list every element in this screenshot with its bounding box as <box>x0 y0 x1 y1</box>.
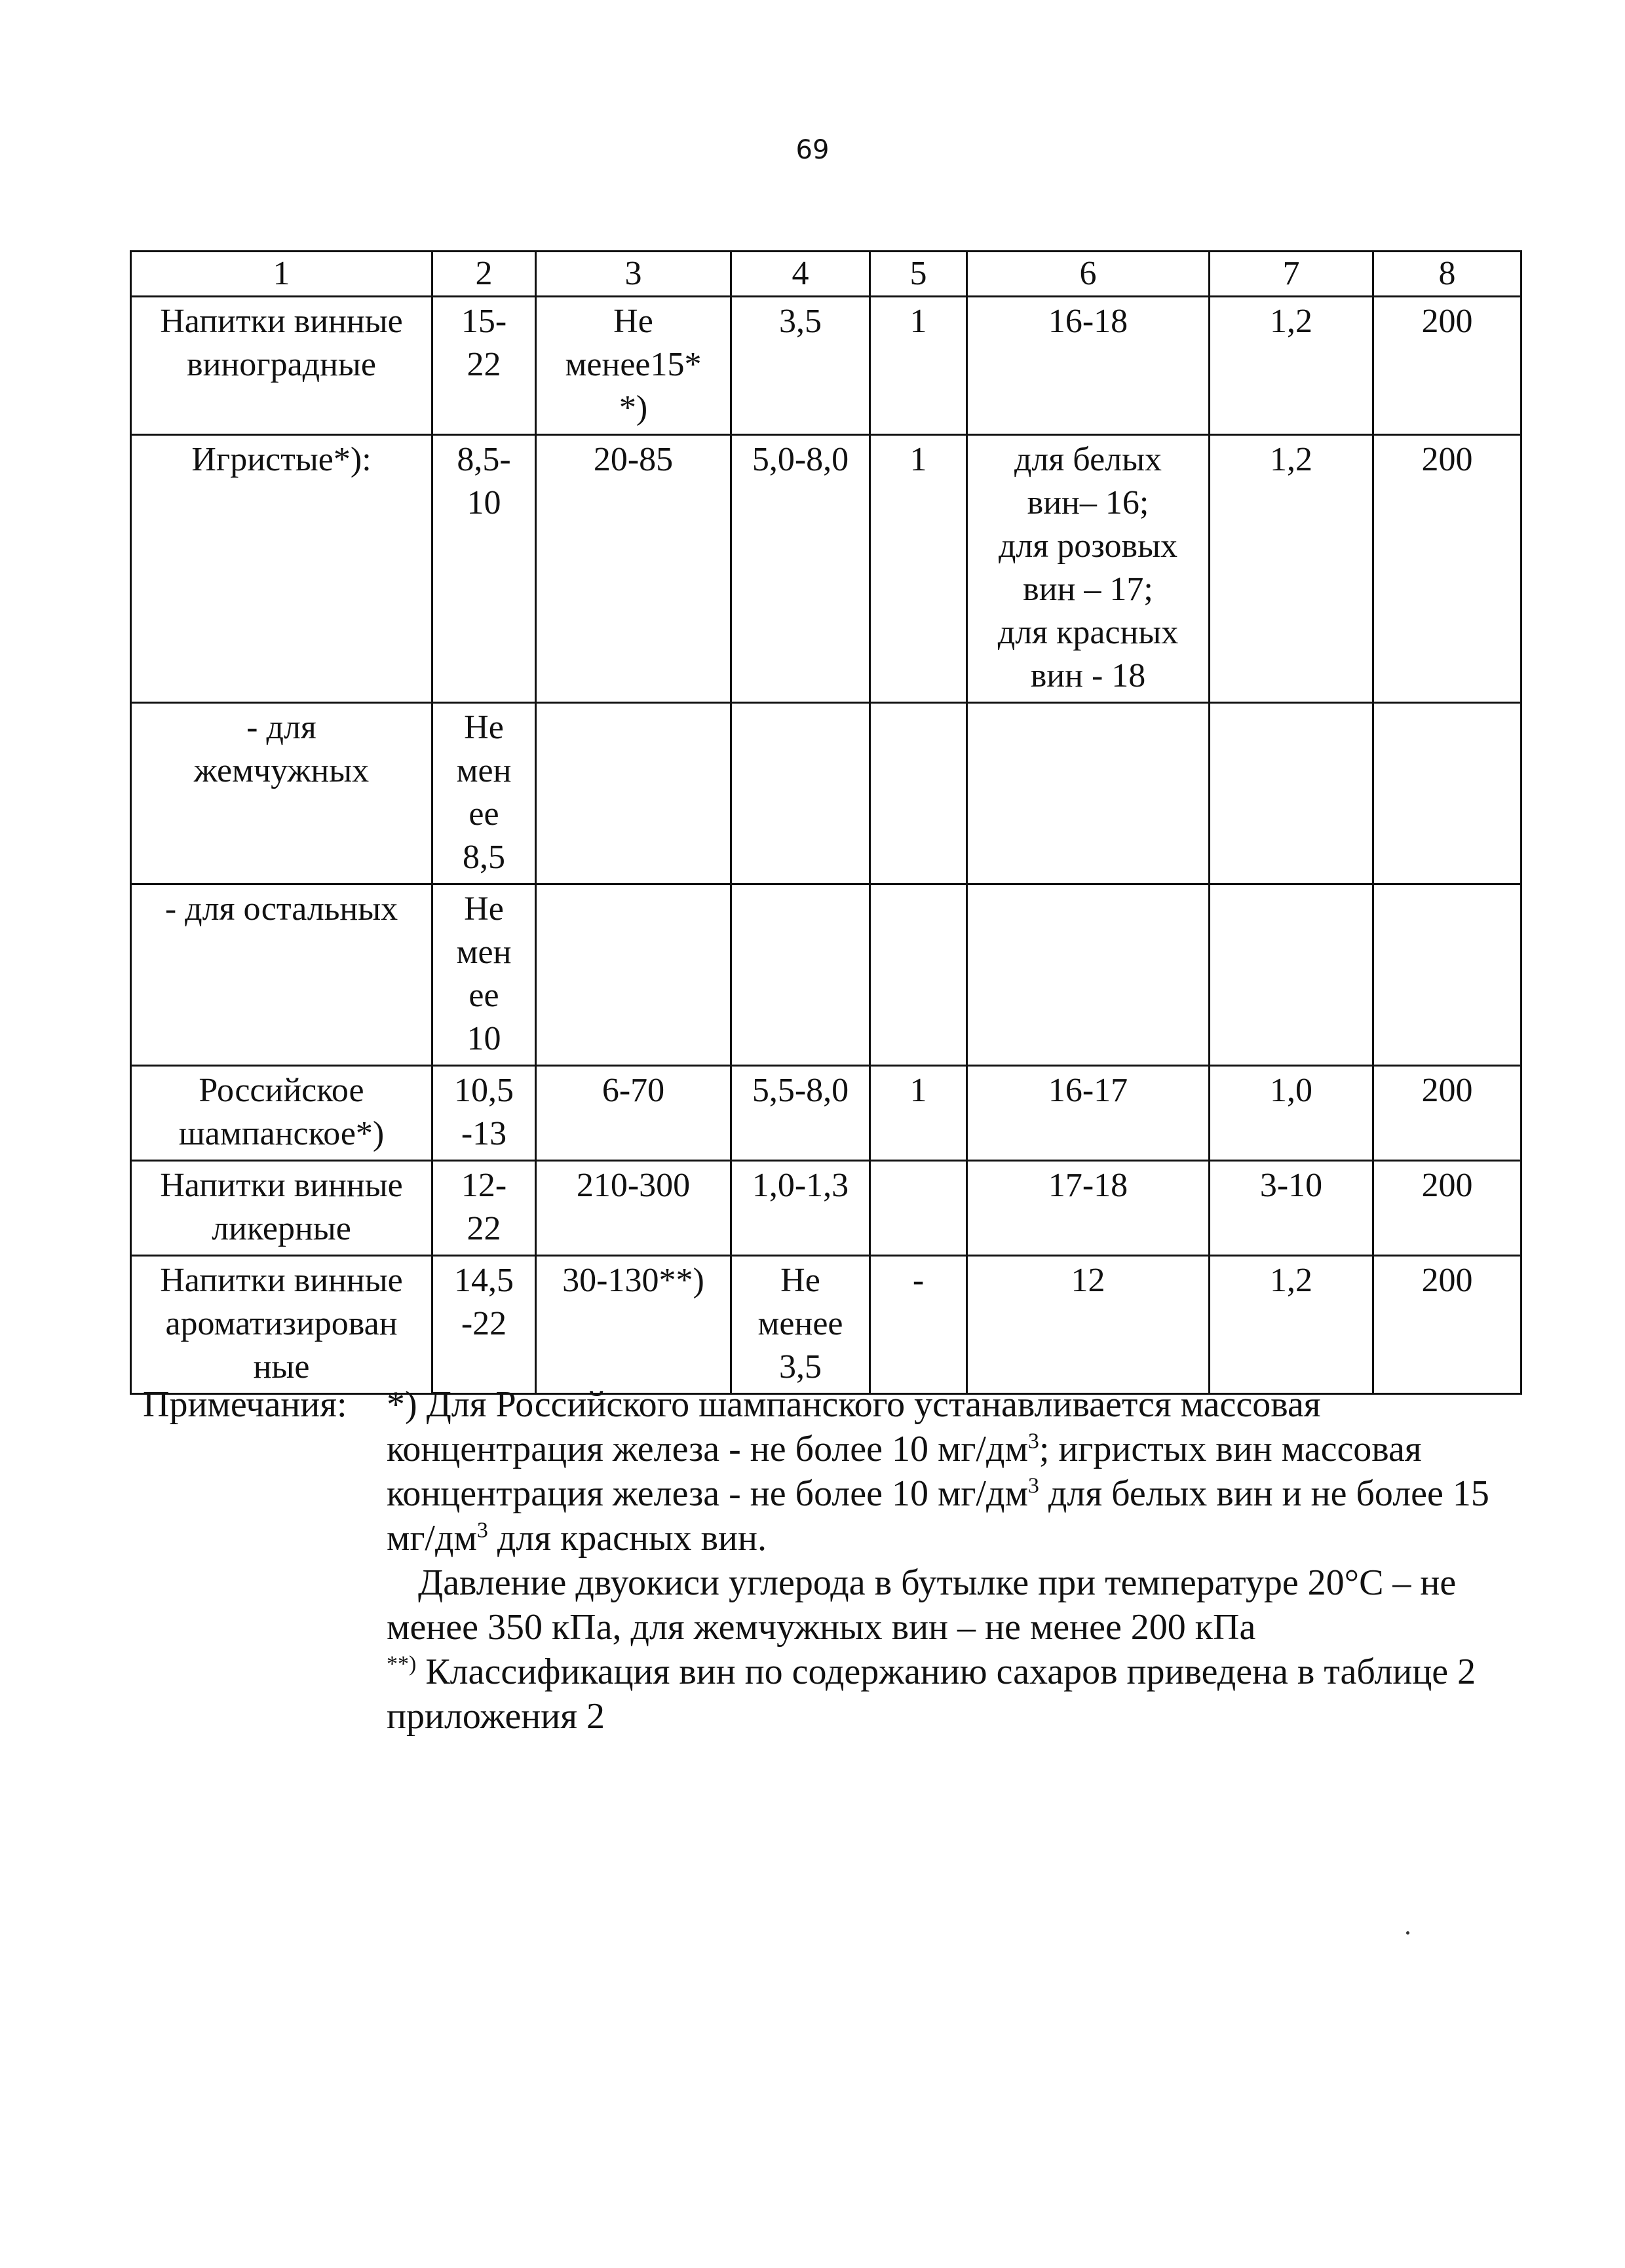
cell-text-line: вин– 16; <box>1027 484 1149 521</box>
cell-text-line: 1 <box>909 1072 927 1109</box>
table-cell-col-7 <box>1210 435 1373 703</box>
table-cell-col-8 <box>1373 297 1521 435</box>
cell-text-line: 8,5- <box>457 441 511 478</box>
cell-text-line: 22 <box>467 1210 501 1247</box>
cell-text-line: 6-70 <box>602 1072 665 1109</box>
table-cell-col-7 <box>1210 703 1373 884</box>
cell-text-line: 10 <box>467 484 501 521</box>
cell-text-line: для красных <box>997 614 1179 651</box>
cell-text-line: 20-85 <box>593 441 674 478</box>
table-cell-col-7 <box>1210 1161 1373 1256</box>
cell-text-line: 22 <box>467 346 501 383</box>
cell-text-line: - <box>912 1262 925 1299</box>
cell-text-line: 5,5-8,0 <box>752 1072 849 1109</box>
cell-text-line: Напитки винные <box>160 303 403 340</box>
table-cell-col-3 <box>536 297 731 435</box>
table-cell-col-8 <box>1373 1256 1521 1394</box>
table-row <box>131 703 1521 884</box>
column-number-4: 4 <box>731 252 870 297</box>
table-cell-col-3 <box>536 703 731 884</box>
cell-text-line: 5,0-8,0 <box>752 441 849 478</box>
cell-text-line: Российское <box>199 1072 364 1109</box>
cell-text-line: 1,2 <box>1270 1262 1312 1299</box>
table-cell-col-2 <box>432 1066 536 1161</box>
cell-text-line: виноградные <box>187 346 376 383</box>
table-cell-col-5 <box>870 1066 967 1161</box>
table-cell-col-4 <box>731 297 870 435</box>
table-cell-col-2 <box>432 1161 536 1256</box>
cell-text-line: 14,5 <box>454 1262 514 1299</box>
table-cell-col-2 <box>432 884 536 1066</box>
cell-text-line: 200 <box>1421 303 1473 340</box>
cell-text-line: 1,2 <box>1270 441 1312 478</box>
spec-table <box>130 250 1522 1395</box>
table-cell-col-5 <box>870 884 967 1066</box>
table-cell-col-7 <box>1210 1256 1373 1394</box>
cell-text-line: 10 <box>467 1020 501 1057</box>
cell-text-line: 3-10 <box>1259 1167 1323 1204</box>
column-number-1: 1 <box>131 252 432 297</box>
table-cell-col-4 <box>731 1161 870 1256</box>
table-cell-col-1 <box>131 1161 432 1256</box>
cell-text-line: 15- <box>461 303 507 340</box>
cell-text-line: ные <box>253 1348 310 1386</box>
cell-text-line: -13 <box>461 1115 507 1152</box>
cell-text-line: 10,5 <box>454 1072 514 1109</box>
superscript: 3 <box>1027 1473 1039 1498</box>
note-1 <box>387 1382 1540 1560</box>
cell-text-line: ее <box>468 795 499 833</box>
note-3 <box>387 1650 1540 1739</box>
table-cell-col-3 <box>536 1161 731 1256</box>
note-2 <box>387 1560 1540 1650</box>
cell-text-line: Не <box>464 890 504 928</box>
cell-text-line: 200 <box>1421 1167 1473 1204</box>
note-2-line-2: менее 350 кПа, для жемчужных вин – не менее 200 кПа <box>387 1607 1256 1648</box>
cell-text-line: менее <box>757 1305 843 1342</box>
table-cell-col-1 <box>131 1256 432 1394</box>
table-cell-col-7 <box>1210 1066 1373 1161</box>
table-cell-col-3 <box>536 1066 731 1161</box>
table-cell-col-6 <box>967 297 1210 435</box>
cell-text-line: 8,5 <box>463 839 505 876</box>
table-cell-col-4 <box>731 703 870 884</box>
table-row <box>131 1161 1521 1256</box>
cell-text-line: 200 <box>1421 1262 1473 1299</box>
column-number-7: 7 <box>1210 252 1373 297</box>
column-number-6: 6 <box>967 252 1210 297</box>
page-number: 69 <box>795 135 830 165</box>
notes-body <box>387 1382 1540 1739</box>
table-cell-col-4 <box>731 884 870 1066</box>
cell-text-line: шампанское*) <box>178 1115 385 1152</box>
cell-text-line: 1,2 <box>1270 303 1312 340</box>
cell-text-line: 30-130**) <box>562 1262 704 1299</box>
cell-text-line: 3,5 <box>779 1348 822 1386</box>
table-cell-col-2 <box>432 435 536 703</box>
table-cell-col-3 <box>536 435 731 703</box>
table-cell-col-6 <box>967 435 1210 703</box>
table-cell-col-1 <box>131 1066 432 1161</box>
cell-text-line: 3,5 <box>779 303 822 340</box>
note-1-line-3a: концентрация железа - не более 10 мг/дм <box>387 1473 1028 1514</box>
table-cell-col-8 <box>1373 435 1521 703</box>
superscript: 3 <box>1027 1429 1039 1454</box>
cell-text-line: 210-300 <box>576 1167 691 1204</box>
cell-text-line: 16-18 <box>1048 303 1128 340</box>
table-cell-col-2 <box>432 703 536 884</box>
table-cell-col-8 <box>1373 703 1521 884</box>
table-cell-col-6 <box>967 884 1210 1066</box>
table-cell-col-1 <box>131 703 432 884</box>
cell-text-line: Не <box>613 303 653 340</box>
cell-text-line: мен <box>456 934 512 971</box>
column-number-2: 2 <box>432 252 536 297</box>
table-cell-col-3 <box>536 1256 731 1394</box>
cell-text-line: *) <box>619 389 648 426</box>
table-row <box>131 1066 1521 1161</box>
table-cell-col-7 <box>1210 297 1373 435</box>
table-cell-col-8 <box>1373 884 1521 1066</box>
cell-text-line: мен <box>456 752 512 789</box>
cell-text-line: Не <box>464 709 504 746</box>
note-2-line-1: Давление двуокиси углерода в бутылке при температуре 20°С – не <box>418 1562 1457 1603</box>
table-cell-col-5 <box>870 435 967 703</box>
cell-text-line: 200 <box>1421 1072 1473 1109</box>
cell-text-line: для белых <box>1014 441 1162 478</box>
cell-text-line: 16-17 <box>1048 1072 1128 1109</box>
spec-table-container <box>130 250 1522 1395</box>
cell-text-line: ее <box>468 977 499 1014</box>
cell-text-line: 1 <box>909 441 927 478</box>
notes-label: Примечания: <box>143 1384 347 1425</box>
cell-text-line: 1,0-1,3 <box>752 1167 849 1204</box>
cell-text-line: жемчужных <box>193 752 370 789</box>
table-header-row <box>131 252 1521 297</box>
note-1-line-4b: для красных вин. <box>488 1518 767 1559</box>
cell-text-line: 12- <box>461 1167 507 1204</box>
cell-text-line: - для остальных <box>164 890 398 928</box>
table-row <box>131 1256 1521 1394</box>
note-1-line-1: *) Для Российского шампанского устанавливается массовая <box>387 1384 1321 1425</box>
note-3-line-2: приложения 2 <box>387 1696 605 1737</box>
table-cell-col-8 <box>1373 1066 1521 1161</box>
table-cell-col-8 <box>1373 1161 1521 1256</box>
cell-text-line: ликерные <box>212 1210 351 1247</box>
table-cell-col-4 <box>731 1066 870 1161</box>
column-number-8: 8 <box>1373 252 1521 297</box>
table-cell-col-1 <box>131 297 432 435</box>
table-cell-col-6 <box>967 1066 1210 1161</box>
table-cell-col-6 <box>967 1161 1210 1256</box>
cell-text-line: Напитки винные <box>160 1167 403 1204</box>
note-1-line-3b: для белых вин и не более 15 <box>1039 1473 1489 1514</box>
table-cell-col-7 <box>1210 884 1373 1066</box>
cell-text-line: вин - 18 <box>1030 657 1146 694</box>
column-number-3: 3 <box>536 252 731 297</box>
cell-text-line: 17-18 <box>1048 1167 1128 1204</box>
cell-text-line: для розовых <box>998 527 1178 565</box>
cell-text-line: 200 <box>1421 441 1473 478</box>
cell-text-line: Игристые*): <box>191 441 372 478</box>
cell-text-line: вин – 17; <box>1023 571 1153 608</box>
cell-text-line: менее15* <box>565 346 702 383</box>
table-cell-col-2 <box>432 297 536 435</box>
table-cell-col-6 <box>967 703 1210 884</box>
table-row <box>131 884 1521 1066</box>
column-number-5: 5 <box>870 252 967 297</box>
note-1-line-4a: мг/дм <box>387 1518 477 1559</box>
table-cell-col-4 <box>731 435 870 703</box>
cell-text-line: 12 <box>1071 1262 1105 1299</box>
table-row <box>131 297 1521 435</box>
cell-text-line: -22 <box>461 1305 507 1342</box>
cell-text-line: Напитки винные <box>160 1262 403 1299</box>
scan-speck <box>1406 1931 1409 1935</box>
superscript: **) <box>387 1652 417 1676</box>
table-cell-col-5 <box>870 1161 967 1256</box>
table-cell-col-5 <box>870 1256 967 1394</box>
note-1-line-2b: ; игристых вин массовая <box>1039 1429 1422 1469</box>
table-row <box>131 435 1521 703</box>
table-cell-col-1 <box>131 884 432 1066</box>
table-cell-col-5 <box>870 297 967 435</box>
cell-text-line: - для <box>246 709 316 746</box>
table-cell-col-1 <box>131 435 432 703</box>
superscript: 3 <box>476 1518 488 1543</box>
table-cell-col-4 <box>731 1256 870 1394</box>
table-cell-col-3 <box>536 884 731 1066</box>
cell-text-line: Не <box>780 1262 820 1299</box>
cell-text-line: 1,0 <box>1270 1072 1312 1109</box>
table-cell-col-2 <box>432 1256 536 1394</box>
cell-text-line: 1 <box>909 303 927 340</box>
cell-text-line: ароматизирован <box>165 1305 398 1342</box>
note-1-line-2a: концентрация железа - не более 10 мг/дм <box>387 1429 1028 1469</box>
table-cell-col-5 <box>870 703 967 884</box>
table-cell-col-6 <box>967 1256 1210 1394</box>
note-3-line-1: Классификация вин по содержанию сахаров приведена в таблице 2 <box>416 1652 1476 1692</box>
